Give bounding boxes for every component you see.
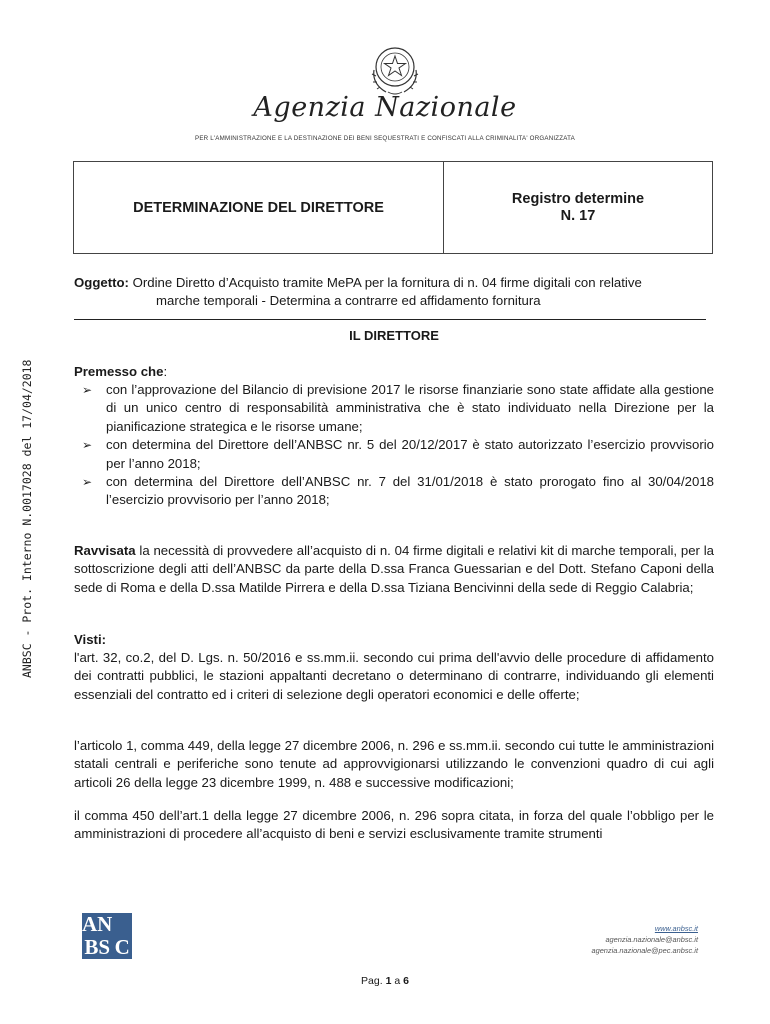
list-item	[74, 436, 714, 473]
website-link[interactable]: www.anbsc.it	[654, 924, 698, 933]
oggetto-block	[74, 274, 714, 311]
visti-paragraph-1: l'art. 32, co.2, del D. Lgs. n. 50/2016 e ss.mm.ii. secondo cui prima dell'avvio delle procedure di affidamento dei contratti pubblici, le stazioni appaltanti decretano o determinano di contrarre, individuando gli elementi essenziali del contratto ed i criteri di selezione degli operatori economici e delle offerte;	[74, 650, 714, 702]
page-prefix: Pag.	[361, 975, 386, 987]
agency-subtitle: PER L'AMMINISTRAZIONE E LA DESTINAZIONE DEI BENI SEQUESTRATI E CONFISCATI ALLA CRIMINALITA' ORGANIZZATA	[195, 135, 575, 142]
oggetto-line-1: Ordine Diretto d’Acquisto tramite MePA per la fornitura di n. 04 firme digitali con relative	[132, 275, 642, 290]
pec-link[interactable]: agenzia.nazionale@pec.anbsc.it	[591, 946, 698, 955]
page-number	[0, 975, 770, 987]
footer-contacts	[591, 923, 698, 956]
register-cell	[444, 162, 712, 253]
email-link[interactable]: agenzia.nazionale@anbsc.it	[605, 935, 698, 944]
agency-title: Agenzia Nazionale	[253, 92, 517, 123]
premesso-label: Premesso che	[74, 364, 164, 379]
register-number: N. 17	[560, 207, 596, 224]
ravvisata-label: Ravvisata	[74, 543, 136, 558]
visti-paragraph-3: il comma 450 dell’art.1 della legge 27 dicembre 2006, n. 296 sopra citata, in forza del quale l’obbligo per le amministrazioni di procedere all’acquisto di beni e servizi esclusivamente tramite strumenti	[74, 808, 714, 842]
premesso-heading	[74, 363, 167, 381]
header-table	[73, 161, 713, 254]
separator-rule	[74, 319, 706, 320]
logo-letters-c: C	[114, 935, 130, 959]
ravvisata-paragraph	[74, 542, 714, 597]
ravvisata-text: la necessità di provvedere all’acquisto di n. 04 firme digitali e relativi kit di marche temporali, per la sottoscrizione degli atti dell’ANBSC da parte della D.ssa Franca Guessarian e del Dott. Stefano Caponi della sede di Roma e della D.ssa Matilde Pirrera e della D.ssa Tiziana Bencivinni della sede di Reggio Calabria;	[74, 543, 714, 595]
list-item	[74, 473, 714, 510]
register-label: Registro determine	[511, 190, 645, 207]
anbsc-logo	[82, 913, 132, 959]
visti-heading: Visti:	[74, 632, 107, 647]
page-current: 1	[385, 975, 392, 987]
logo-letters-bs: BS	[84, 935, 111, 959]
arrow-bullet-icon: ➢	[82, 438, 93, 453]
arrow-bullet-icon: ➢	[82, 383, 93, 397]
section-title: IL DIRETTORE	[349, 328, 439, 343]
logo-letters-an: AN	[82, 912, 113, 936]
oggetto-label: Oggetto:	[74, 275, 129, 290]
logo-letters-blank	[112, 913, 132, 936]
list-item-text: con determina del Direttore dell’ANBSC nr. 5 del 20/12/2017 è stato autorizzato l’esercizio provvisorio per l’anno 2018;	[106, 437, 714, 471]
visti-paragraph-2: l’articolo 1, comma 449, della legge 27 dicembre 2006, n. 296 e ss.mm.ii. secondo cui tutte le amministrazioni statali centrali e periferiche sono tenute ad approvvigionarsi utilizzando le convenzioni quadro di cui agli articoli 26 della legge 23 dicembre 1999, n. 488 e successive modificazioni;	[74, 738, 714, 790]
page-sep: a	[391, 975, 404, 987]
page-total: 6	[403, 975, 409, 987]
protocol-stamp: ANBSC - Prot. Interno N.0017028 del 17/04/2018	[20, 359, 34, 678]
italian-republic-emblem-icon	[366, 40, 424, 98]
doc-type-title: DETERMINAZIONE DEL DIRETTORE	[74, 162, 444, 253]
list-item-text: con determina del Direttore dell’ANBSC nr. 7 del 31/01/2018 è stato prorogato fino al 30/04/2018 l’esercizio provvisorio per l’anno 2018;	[106, 474, 714, 508]
list-item	[74, 381, 714, 436]
oggetto-line-2: marche temporali - Determina a contrarre ed affidamento fornitura	[156, 293, 541, 309]
list-item-text: con l’approvazione del Bilancio di previsione 2017 le risorse finanziarie sono state affidate alla gestione di un unico centro di responsabilità amministrativa che è stato individuato nella Direzione per la pianificazione strategica e le risorse umane;	[106, 382, 714, 434]
premesso-list	[74, 381, 714, 510]
arrow-bullet-icon: ➢	[82, 475, 93, 490]
premesso-colon: :	[163, 364, 168, 379]
